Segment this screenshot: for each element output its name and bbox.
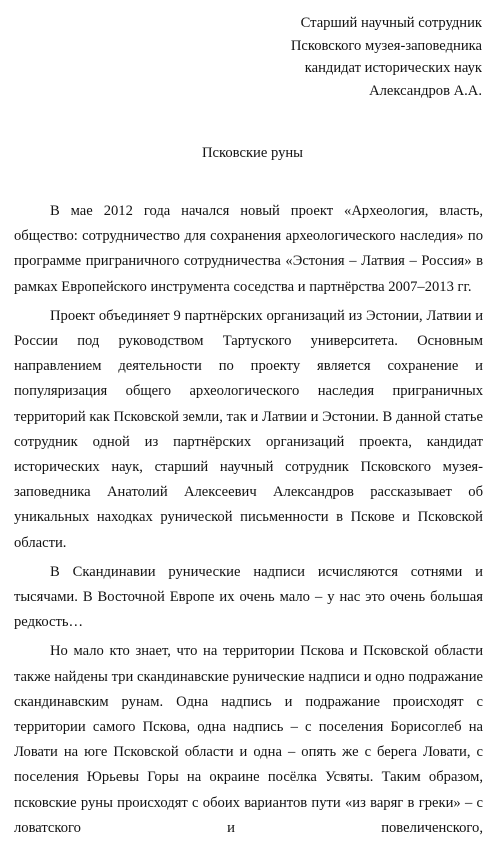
paragraph-1: В мае 2012 года начался новый проект «Археология, власть, общество: сотрудничество для сохранения археологического наследия» по программе приграничного сотрудничества «Эстония – Латвия – Россия» в рамках Европейского инструмента соседства и партнёрства 2007–2013 гг. <box>14 203 483 295</box>
article-body <box>14 199 483 841</box>
author-organization: Псковского музея-заповедника <box>290 37 482 54</box>
paragraph-3: В Скандинавии рунические надписи исчисляются сотнями и тысячами. В Восточной Европе их очень мало – у нас это очень большая редкость… <box>14 563 483 631</box>
document-title: Псковские руны <box>202 145 303 161</box>
author-degree: кандидат исторических наук <box>304 60 482 76</box>
author-name: Александров А.А. <box>369 82 482 99</box>
author-block <box>14 0 483 102</box>
author-position: Старший научный сотрудник <box>300 15 482 31</box>
paragraph-2: Проект объединяет 9 партнёрских организаций из Эстонии, Латвии и России под руководством Тартуского университета. Основным направлением деятельности по проекту является сохранение и популяризация общего археологического наследия приграничных территорий как Псковской земли, так и Латвии и Эстонии. В данной статье сотрудник одной из партнёрских организаций проекта, кандидат исторических наук, старший научный сотрудник Псковского музея-заповедника Анатолий Алексеевич Александров рассказывает об уникальных находках рунической письменности в Пскове и Псковской области. <box>14 307 483 551</box>
paragraph-4: Но мало кто знает, что на территории Пскова и Псковской области также найдены три скандинавские рунические надписи и одно подражание скандинавским рунам. Одна надпись и подражание происходят с территории самого Пскова, одна надпись – с поселения Борисоглеб на Ловати на юге Псковской области и одна – опять же с берега Ловати, с поселения Юрьевы Горы на окраине посёлка Усвяты. Таким образом, псковские руны происходят с обоих вариантов пути «из варяг в греки» – с ловатского и повеличенского, <box>14 643 483 836</box>
